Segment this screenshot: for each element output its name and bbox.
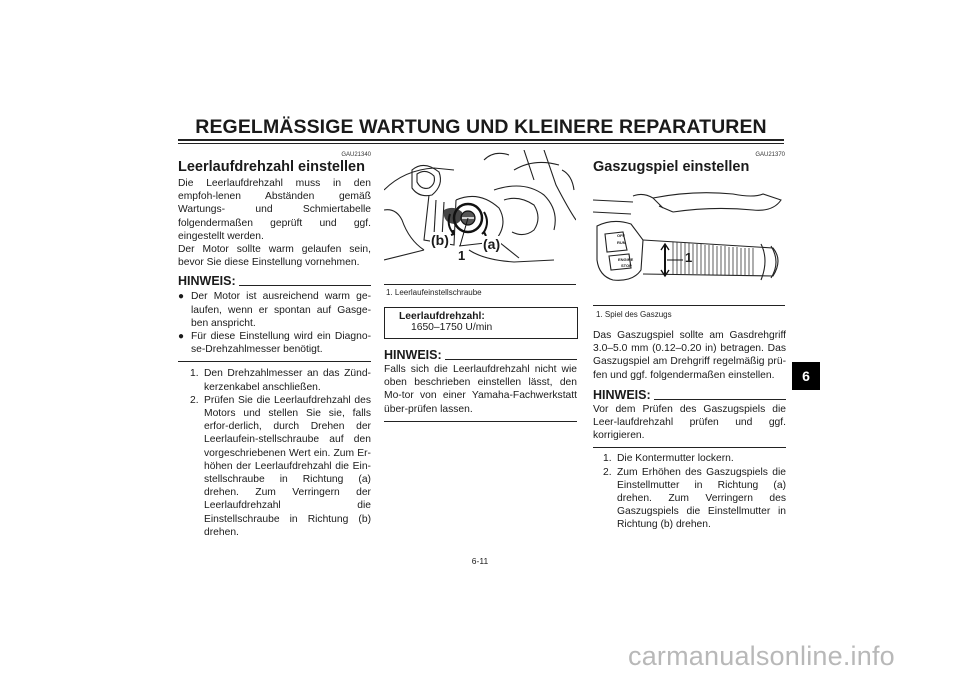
middle-note (384, 348, 577, 422)
header-rule (178, 139, 784, 141)
steps-list (178, 367, 371, 539)
hinweis-rule (654, 399, 786, 400)
switch-label-engine: ENGINE (618, 257, 634, 262)
step-number: 2. (603, 466, 612, 478)
step-item (603, 466, 786, 532)
label-1: 1 (685, 250, 693, 265)
hinweis-end-rule (384, 421, 577, 422)
chapter-tab: 6 (792, 362, 820, 390)
bullet-text: Der Motor ist ausreichend warm ge-laufen, wenn er spontan auf Gasge-ben anspricht. (191, 291, 371, 329)
spec-value: 1650–1750 U/min (411, 322, 493, 333)
hinweis-heading (384, 348, 577, 362)
hinweis-label: HINWEIS: (593, 387, 651, 402)
figure-rule (593, 305, 785, 306)
label-b: (b) (431, 232, 449, 248)
step-item (190, 367, 371, 393)
page-title: REGELMÄSSIGE WARTUNG UND KLEINERE REPARATUREN (195, 116, 767, 138)
step-number: 1. (603, 453, 612, 465)
step-text: Den Drehzahlmesser an das Zünd-kerzenkabel anschließen. (204, 368, 371, 393)
label-a: (a) (483, 236, 501, 252)
spec-box (384, 307, 578, 339)
steps-list (593, 452, 786, 531)
hinweis-rule (239, 285, 371, 286)
bullet-text: Für diese Einstellung wird ein Diagno-se-Drehzahlmesser benötigt. (191, 331, 371, 356)
section-code: GAU21370 (755, 152, 785, 158)
carburetor-illustration (384, 150, 576, 278)
handlebar-illustration (593, 190, 785, 300)
bullet-icon: ● (178, 291, 185, 303)
intro-paragraph-2: Der Motor sollte warm gelaufen sein, bevor Sie diese Einstellung vornehmen. (178, 244, 371, 269)
section-heading: Gaszugspiel einstellen (593, 159, 750, 175)
page-number: 6-11 (471, 556, 489, 566)
figure-caption: 1. Leerlaufeinstellschraube (386, 288, 482, 297)
right-header (593, 152, 785, 175)
hinweis-heading (593, 388, 786, 402)
figure-rule (384, 284, 576, 285)
step-number: 2. (190, 394, 199, 406)
step-number: 1. (190, 368, 199, 380)
bullet-item (178, 330, 371, 356)
note-text: Vor dem Prüfen des Gaszugspiels die Leer-laufdrehzahl prüfen und ggf. korrigieren. (593, 403, 786, 442)
hinweis-label: HINWEIS: (384, 348, 442, 362)
step-item (190, 394, 371, 539)
hinweis-end-rule (593, 447, 786, 448)
intro-paragraph: Die Leerlaufdrehzahl muss in den empfoh-lenen Abständen gemäß Wartungs- und Schmiertabelle folgendermaßen geprüft und ggf. eingestellt werden. (178, 178, 371, 242)
switch-label-stop: STOP (621, 263, 632, 268)
hinweis-label: HINWEIS: (178, 274, 236, 289)
idle-screw-figure (384, 150, 576, 278)
hinweis-rule (445, 359, 577, 360)
throttle-figure (593, 190, 785, 300)
bullet-icon: ● (178, 331, 185, 343)
step-item (603, 452, 786, 465)
figure-caption: 1. Spiel des Gaszugs (596, 310, 672, 319)
left-column (178, 150, 371, 539)
hinweis-heading (178, 274, 371, 288)
hinweis-end-rule (178, 361, 371, 362)
step-text: Prüfen Sie die Leerlaufdrehzahl des Motors und stellen Sie sie, falls erfor-derlich, durch Drehen der Leerlaufein-stellschraube auf den vorgeschriebenen Wert ein. Zum Er-höhen der Leerlaufdrehzahl die Ein-stellschraube in Richtung (a) drehen. Zum Verringern der Leerlaufdrehzahl die Einstellschraube in Richtung (b) drehen. (204, 394, 371, 538)
step-text: Die Kontermutter lockern. (617, 453, 734, 465)
intro-paragraph: Das Gaszugspiel sollte am Gasdrehgriff 3.0–5.0 mm (0.12–0.20 in) betragen. Das Gaszugspiel am Drehgriff regelmäßig prü-fen und ggf. folgendermaßen einstellen. (593, 330, 786, 381)
section-code: GAU21340 (341, 152, 371, 158)
section-heading: Leerlaufdrehzahl einstellen (178, 159, 365, 175)
bullet-item (178, 290, 371, 330)
switch-label-run: RUN (617, 240, 626, 245)
spec-title: Leerlaufdrehzahl: (399, 311, 485, 322)
step-text: Zum Erhöhen des Gaszugspiels die Einstellmutter in Richtung (a) drehen. Zum Verringern des Gaszugspiels die Einstellmutter in Richtung (b) drehen. (617, 466, 786, 531)
watermark: carmanualsonline.info (628, 641, 895, 671)
label-1: 1 (458, 248, 466, 263)
header-rule-thin (178, 143, 784, 144)
right-body (593, 329, 786, 532)
switch-label-off: OFF (617, 233, 625, 238)
note-text: Falls sich die Leerlaufdrehzahl nicht wie oben beschrieben einstellen lässt, den Mo-tor von einer Yamaha-Fachwerkstatt über-prüfen lassen. (384, 364, 577, 415)
